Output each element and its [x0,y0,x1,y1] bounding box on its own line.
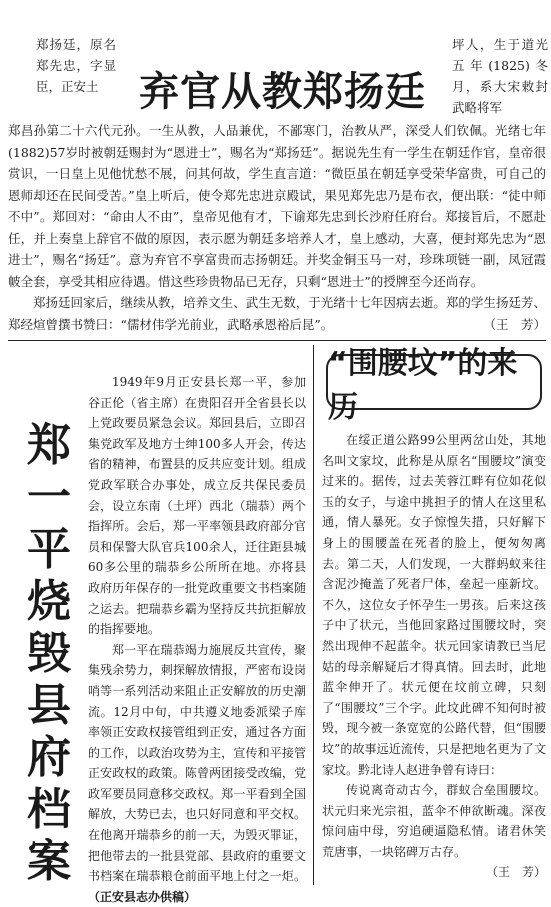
left-article-paragraph: 1949年9月正安县长郑一平，参加谷正伦（省主席）在贵阳召开全省县长以上党政要员紧急会议。郑回县后，立即召集党政军及地方士绅100多人开会，传达省的精神，布置县的反共应变计划。组成党政军联合办事处，成立反共保民委员会，设立东南（土坪）西北（瑞恭）两个指挥所。会后，郑一平率领县政府部分官员和保警大队官兵100余人，迁往距县城60多公里的瑞恭乡公所所在地。亦将县政府历年保存的一批党政重要文书档案随之运去。把瑞恭乡霸为坚持反共抗拒解放的指挥要地。 [88,375,306,637]
title-char: 烧 [27,576,71,627]
top-article-author: （王 芳） [483,316,546,332]
top-article-paragraph [8,292,546,335]
top-article-paragraph: 郑昌孙第二十六代元孙。一生从教，人品兼优，不鄙寒门，治教从严，深受人们钦佩。光绪七年(1882)57岁时被朝廷赐封为“恩进士”，赐名为“郑扬廷”。据说先生有一学生在朝廷作官，皇帝很赏识，一日皇上见他忧愁不展，问其何故，学生直言道：“微臣虽在朝廷享受荣华富贵，可自己的恩师却还在民间受苦。”皇上听后，使令郑先忠进京殿试，果见郑先忠乃是布衣，便出联：“徒中师不中”。郑回对：“命由人不由”，皇帝见他有才，下谕郑先忠到长沙府任府台。郑接旨后，不愿赴任，并上奏皇上辞官不做的原因，表示愿为朝廷多培养人才，皇上感动，大喜，便封郑先忠为“恩进士”，赐名“扬廷”。意为弃官不享富贵而志扬朝廷。并奖金铜玉马一对，珍珠项链一副，凤冠霞帔全套，享受其相应待遇。惜这些珍贵物品已无存，只剩“恩进士”的授牌至今还尚存。 [8,123,546,289]
right-article-body [322,430,546,883]
title-char: 毁 [27,628,71,679]
title-char: 府 [27,732,71,783]
intro-left-text: 郑扬廷，原名郑先忠，字显臣，正安土 [36,37,116,94]
left-article-body [88,372,306,907]
top-article-title: 弃官从教郑扬廷 [139,69,426,115]
right-article-author: （王 芳） [485,865,546,880]
left-article-title [14,420,84,888]
top-article-body [8,120,546,335]
intro-right-text: 坪人，生于道光五年(1825)冬月，系大宋敕封武略将军 [452,37,548,115]
right-article-paragraph [322,780,546,880]
title-char: 一 [27,472,71,523]
right-article-poem: 传说离奇动古今，群蚁合垒围腰坟。状元归来光宗祖，蓝伞不伸欲断魂。深夜惊问庙中母，穷追硬逼隐私情。诸君休笑荒唐事，一块铭碑万古存。 [322,783,546,859]
left-article-paragraph-text: 郑一平在瑞恭竭力施展反共宣传，聚集残余势力，刺探解放情报，严密布设岗哨等一系列活动来阻止正安解放的历史潮流。12月中旬，中共遵义地委派梁子库率领正安政权接管组到正安，通过各方面的工作，以政治攻势为主，宣传和平接管正安政权的政策。陈曾两团接受改编，党政军要员同意移交政权。郑一平看到全国解放，大势已去，也只好同意和平交权。在他离开瑞恭乡的前一天，为毁灭罪证，把他带去的一批县党部、县政府的重要文书档案在瑞恭粮仓前面平地上付之一炬。 [88,642,306,884]
title-char: 档 [27,784,71,835]
title-char: 平 [27,524,71,575]
left-article-paragraph [88,640,306,907]
right-article-title: “围腰坟”的来历 [326,354,542,410]
left-article-source: （正安县志办供稿） [88,889,197,904]
title-char: 县 [27,680,71,731]
top-article-paragraph-text: 郑扬廷回家后，继续从教，培养文生、武生无数，于光绪十七年因病去逝。郑的学生扬廷芳、郑经煊曾撰书赞曰：“儒材伟学光前业，武略承恩裕后昆”。 [8,295,546,332]
title-char: 郑 [27,420,71,471]
title-char: 案 [27,836,71,887]
vertical-divider [313,345,314,885]
right-article-paragraph: 在绥正道公路99公里两岔山处，其地名叫文家坟，此称是从原名“围腰坟”演变过来的。据传，过去芙蓉江畔有位如花似玉的女子，与途中挑担子的情人在这里私通，情人暴死。女子惊惶失措，只好解下身上的围腰盖在死者的脸上，便匆匆离去。第二天，人们发现，一大群蚂蚁来往含泥沙掩盖了死者尸体，垒起一座新坟。不久，这位女子怀孕生一男孩。后来这孩子中了状元，当他回家路过围腰坟时，突然出现伸不起蓝伞。状元回家请教已当尼姑的母亲解疑后才得真情。回去时，此地蓝伞伸开了。状元便在坟前立碑，只刻了“围腰坟”三个字。此坟此碑不知何时被毁，现今被一条宽宽的公路代替，但“围腰坟”的故事远近流传，只是把地名更为了文家坟。黔北诗人赵进争曾有诗曰： [322,433,546,777]
